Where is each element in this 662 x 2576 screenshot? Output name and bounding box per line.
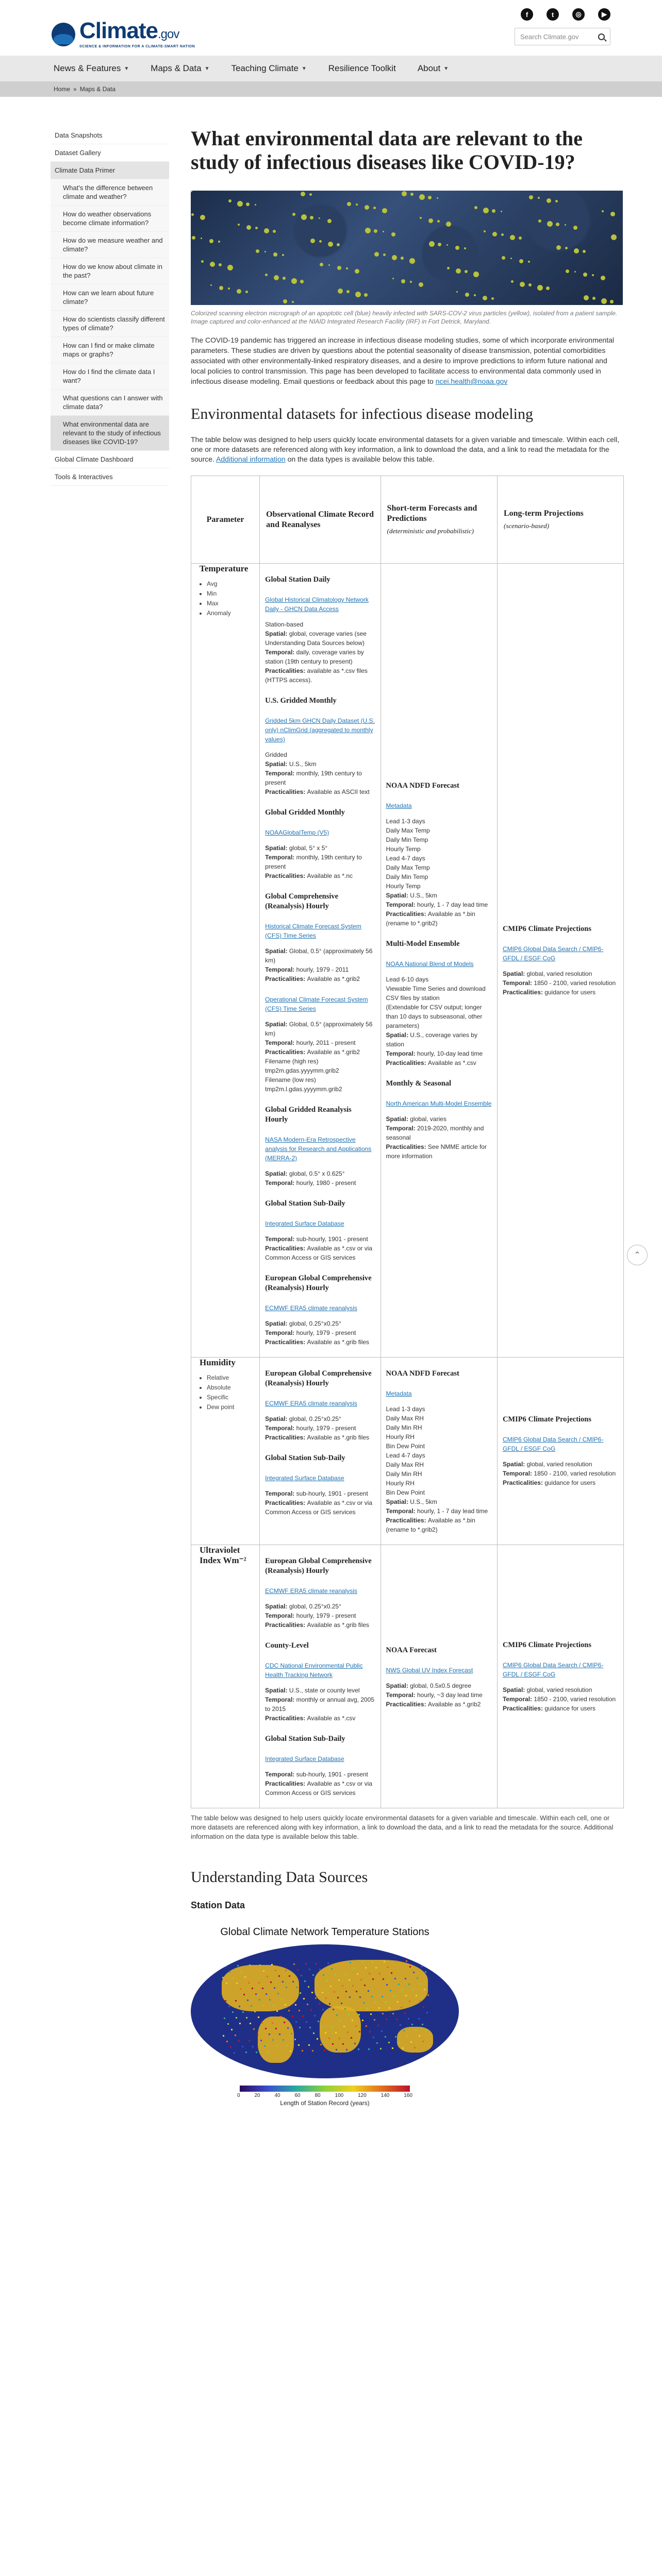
breadcrumb-current[interactable]: Maps & Data	[79, 86, 116, 93]
dataset-title: Monthly & Seasonal	[386, 1079, 452, 1088]
dataset-detail: Temporal: hourly, 10-day lead time	[386, 1050, 483, 1057]
chevron-down-icon: ▼	[301, 65, 307, 72]
main-nav	[0, 56, 662, 81]
dataset-link[interactable]: Integrated Surface Database	[265, 1475, 344, 1482]
param-list	[200, 579, 251, 618]
dataset-detail: Temporal: 1850 - 2100, varied resolution	[502, 979, 616, 987]
dataset-detail: Daily Max RH	[386, 1461, 424, 1468]
sidebar-subitem[interactable]: How do I find the climate data I want?	[51, 363, 169, 389]
legend-historical: Historical sites	[200, 2067, 230, 2072]
dataset-detail: Hourly RH	[386, 1433, 415, 1440]
dataset-detail: Temporal: 1850 - 2100, varied resolution	[502, 1695, 616, 1703]
dataset-link[interactable]: NWS Global UV Index Forecast	[386, 1666, 473, 1674]
section-paragraph: The table below was designed to help users quickly locate environmental datasets for a given variable and timescale. Within each cell, one or more datasets are referenced along with key information, a link to download the data, and a link to read the metadata for the source. Additional information on the data types is available below this table.	[191, 435, 620, 463]
nav-resilience-toolkit[interactable]: Resilience Toolkit	[328, 63, 396, 73]
station-map-figure	[191, 1926, 459, 2107]
dataset-detail: Practicalities: See NMME article for more information	[386, 1143, 487, 1160]
long-cell	[497, 1358, 623, 1545]
dataset-block	[265, 1094, 375, 1188]
logo-tagline: SCIENCE & INFORMATION FOR A CLIMATE-SMART NATION	[79, 45, 195, 48]
dataset-detail: Spatial: U.S., 5km	[265, 760, 317, 768]
dataset-link[interactable]: Operational Climate Forecast System (CFS) Time Series	[265, 996, 368, 1012]
dataset-block	[265, 1188, 375, 1262]
dataset-link[interactable]: CDC National Environmental Public Health Tracking Network	[265, 1662, 363, 1679]
dataset-detail: Hourly RH	[386, 1480, 415, 1487]
dataset-detail: Spatial: U.S., state or county level	[265, 1687, 360, 1694]
search-icon[interactable]	[598, 33, 605, 40]
dataset-detail: Temporal: hourly, 1 - 7 day lead time	[386, 901, 488, 908]
back-to-top-button[interactable]: ⌃	[627, 1245, 648, 1265]
param-list-item: • Dew point	[207, 1402, 251, 1412]
short-cell	[380, 1545, 497, 1808]
dataset-detail: Spatial: global, varied resolution	[502, 1461, 592, 1468]
param-name: Humidity	[200, 1358, 236, 1367]
dataset-block	[265, 1262, 375, 1347]
section-title: Environmental datasets for infectious disease modeling	[191, 405, 533, 422]
dataset-detail: Temporal: hourly, 1979 - present	[265, 1329, 356, 1336]
youtube-icon[interactable]: ▶	[598, 8, 610, 21]
dataset-detail: Practicalities: Available as ASCII text	[265, 788, 370, 795]
dataset-detail: Practicalities: Available as *.csv	[265, 1715, 356, 1722]
dataset-detail: Spatial: U.S., 5km	[386, 1498, 437, 1505]
dataset-detail: Temporal: monthly or annual avg, 2005 to 2015	[265, 1696, 375, 1713]
long-cell	[497, 564, 623, 1358]
image-caption: Colorized scanning electron micrograph of an apoptotic cell (blue) heavily infected with SARS-COV-2 virus particles (yellow), isolated from a patient sample. Image captured and color-enhanced at the NIAID Integrated Research Facility (IRF) in Fort Detrick, Maryland.	[191, 310, 618, 325]
dataset-title: Global Gridded Monthly	[265, 808, 345, 817]
climate-gov-logo[interactable]	[52, 18, 195, 48]
colorbar	[240, 2086, 410, 2092]
search-placeholder: Search Climate.gov	[520, 32, 579, 41]
dataset-link[interactable]: Metadata	[386, 1390, 412, 1397]
nav-teaching-climate[interactable]: Teaching Climate ▼	[231, 63, 307, 73]
dataset-detail: Lead 4-7 days	[386, 1452, 425, 1459]
legend-active: Active sites	[200, 2062, 224, 2067]
dataset-title: County-Level	[265, 1641, 309, 1650]
dataset-detail: Practicalities: Available as *.grib2	[386, 1700, 481, 1708]
dataset-title: U.S. Gridded Monthly	[265, 697, 337, 705]
sidebar-item-climate-data-primer[interactable]: Climate Data Primer	[51, 162, 169, 179]
dataset-block	[265, 1358, 375, 1442]
sidebar-subitem[interactable]: How can we learn about future climate?	[51, 284, 169, 311]
dataset-link[interactable]: CMIP6 Global Data Search / CMIP6-GFDL / ESGF CoG	[502, 945, 604, 962]
dataset-detail: Practicalities: Available as *.csv	[386, 1059, 476, 1066]
sidebar	[51, 127, 169, 2107]
dataset-detail: Practicalities: Available as *.grib2	[265, 1048, 360, 1056]
sidebar-subitem[interactable]: How can I find or make climate maps or graphs?	[51, 337, 169, 363]
param-list-item: • Absolute	[207, 1383, 251, 1393]
intro-paragraph: The COVID-19 pandemic has triggered an increase in infectious disease modeling studies, some of which incorporate environmental parameters. These studies are driven by questions about the potential seasonality of disease transmission, potential comorbidities associated with other environmentally-linked respiratory diseases, and a desire to improve predictions to inform future national and local policies to control transmission. This page has been developed to facilitate access to environmental data commonly used in infectious disease modeling. Email questions or feedback about this page to ncei.health@noaa.gov	[191, 336, 614, 385]
dataset-detail: (Extendable for CSV output; longer than 10 days to subseasonal, other parameters)	[386, 1004, 483, 1029]
header-long-term: Long-term Projections (scenario-based)	[497, 476, 623, 564]
instagram-icon[interactable]: ◎	[572, 8, 585, 21]
email-link[interactable]: ncei.health@noaa.gov	[435, 377, 508, 385]
dataset-block	[386, 928, 492, 1067]
dataset-detail: Temporal: hourly, 1979 - 2011	[265, 966, 349, 973]
additional-info-link[interactable]: Additional information	[216, 455, 286, 463]
dataset-title: European Global Comprehensive (Reanalysis) Hourly	[265, 1557, 372, 1575]
header-observational: Observational Climate Record and Reanalyses	[260, 476, 380, 564]
dataset-detail: Temporal: monthly, 19th century to present	[265, 770, 362, 786]
dataset-link[interactable]: NASA Modern-Era Retrospective analysis for Research and Applications (MERRA-2)	[265, 1136, 372, 1162]
dataset-detail: Practicalities: Available as *.grib files	[265, 1338, 370, 1346]
dataset-detail: Practicalities: Available as *.grib2	[265, 975, 360, 982]
sidebar-subitem[interactable]: What's the difference between climate and weather?	[51, 179, 169, 206]
dataset-detail: Practicalities: Available as *.bin (rename to *.grib2)	[386, 1517, 475, 1533]
datasets-table	[191, 476, 624, 1808]
station-map	[191, 1944, 459, 2078]
dataset-block	[386, 1634, 492, 1709]
table-row-humidity	[191, 1358, 624, 1545]
dataset-link[interactable]: ECMWF ERA5 climate reanalysis	[265, 1587, 357, 1595]
sidebar-item-global-climate-dashboard[interactable]: Global Climate Dashboard	[51, 451, 169, 468]
sidebar-subitem[interactable]: How do weather observations become climate information?	[51, 206, 169, 232]
dataset-link[interactable]: Integrated Surface Database	[265, 1755, 344, 1762]
param-list-item: • Min	[207, 589, 251, 599]
facebook-icon[interactable]: f	[521, 8, 533, 21]
dataset-link[interactable]: North American Multi-Model Ensemble	[386, 1100, 492, 1107]
dataset-detail: Temporal: daily, coverage varies by station (19th century to present)	[265, 649, 364, 665]
station-data-title: Station Data	[191, 1900, 245, 1910]
dataset-detail: Bin Dew Point	[386, 1443, 425, 1450]
dataset-detail: Daily Min RH	[386, 1424, 422, 1431]
table-row-uv	[191, 1545, 624, 1808]
page-title: What environmental data are relevant to the study of infectious diseases like COVID-19?	[191, 127, 583, 174]
map-title: Global Climate Network Temperature Stations	[220, 1926, 429, 1938]
dataset-detail: Spatial: Global, 0.5° (approximately 56 km)	[265, 947, 373, 964]
dataset-detail: Daily Min Temp	[386, 836, 428, 843]
dataset-detail: Spatial: global, varied resolution	[502, 970, 592, 977]
dataset-detail: Practicalities: Available as *.bin (rename to *.grib2)	[386, 910, 475, 927]
chevron-down-icon: ▼	[443, 65, 449, 72]
dataset-block	[503, 1640, 618, 1713]
dataset-detail: Practicalities: guidance for users	[502, 1479, 596, 1486]
map-legend	[200, 2062, 230, 2072]
sidebar-subitem-current[interactable]: What environmental data are relevant to the study of infectious diseases like COVID-19?	[51, 416, 169, 451]
dataset-detail: Station-based	[265, 621, 304, 628]
sidebar-subitem[interactable]: How do we know about climate in the past?	[51, 258, 169, 284]
dataset-detail: Gridded	[265, 751, 287, 758]
dataset-detail: Spatial: global, 0.5° x 0.625°	[265, 1170, 345, 1177]
logo-name: Climate.gov	[79, 18, 179, 43]
dataset-title: CMIP6 Climate Projections	[502, 1415, 592, 1423]
dataset-title: European Global Comprehensive (Reanalysis) Hourly	[265, 1274, 372, 1292]
after-table-paragraph: The table below was designed to help users quickly locate environmental datasets for a given variable and timescale. Within each cell, one or more datasets are referenced along with key information, a link to download the data, and a link to read the metadata for the source. Additional information on the data type is available below this table.	[191, 1814, 614, 1840]
dataset-block	[386, 770, 492, 928]
dataset-detail: Spatial: global, varies	[386, 1115, 446, 1123]
dataset-block	[265, 1442, 375, 1517]
dataset-detail: Practicalities: guidance for users	[502, 988, 596, 996]
dataset-title: Global Station Sub-Daily	[265, 1454, 345, 1462]
dataset-link[interactable]: NOAA National Blend of Models	[386, 960, 474, 968]
understanding-title: Understanding Data Sources	[191, 1869, 368, 1886]
dataset-detail: Practicalities: Available as *.grib files	[265, 1434, 370, 1441]
dataset-detail: Daily Min Temp	[386, 873, 428, 880]
colorbar-ticks: 0 20 40 60 80 100 120 140 160	[237, 2093, 412, 2098]
dataset-detail: Temporal: monthly, 19th century to present	[265, 854, 362, 870]
dataset-link[interactable]: Historical Climate Forecast System (CFS) Time Series	[265, 923, 361, 939]
dataset-detail: Daily Max Temp	[386, 864, 430, 871]
dataset-detail: Temporal: sub-hourly, 1901 - present	[265, 1771, 368, 1778]
dataset-detail: Temporal: hourly, 1 - 7 day lead time	[386, 1507, 488, 1515]
dataset-detail: Spatial: global, 0.25°x0.25°	[265, 1415, 341, 1422]
noaa-logo-icon	[52, 23, 75, 46]
short-cell	[380, 1358, 497, 1545]
dataset-detail: Spatial: global, 0.25°x0.25°	[265, 1603, 341, 1610]
obs-cell	[260, 1358, 380, 1545]
param-name: Temperature	[200, 564, 249, 573]
obs-cell	[260, 564, 380, 1358]
dataset-link[interactable]: CMIP6 Global Data Search / CMIP6-GFDL / ESGF CoG	[502, 1661, 604, 1678]
dataset-title: Global Station Sub-Daily	[265, 1735, 345, 1743]
dataset-detail: Temporal: sub-hourly, 1901 - present	[265, 1490, 368, 1497]
dataset-detail: Daily Max RH	[386, 1415, 424, 1422]
dataset-block	[265, 685, 375, 796]
dataset-title: Global Comprehensive (Reanalysis) Hourly	[265, 892, 339, 910]
nav-maps-data[interactable]: Maps & Data ▼	[151, 63, 210, 73]
dataset-link[interactable]: Gridded 5km GHCN Daily Dataset (U.S. only) nClimGrid (aggregated to monthly values)	[265, 717, 375, 743]
param-cell	[191, 1545, 260, 1808]
breadcrumb	[0, 81, 662, 97]
dataset-block	[265, 1630, 375, 1723]
dataset-title: Global Station Daily	[265, 575, 330, 584]
dataset-detail: Temporal: hourly, 2011 - present	[265, 1039, 356, 1046]
dataset-link[interactable]: CMIP6 Global Data Search / CMIP6-GFDL / ESGF CoG	[502, 1436, 604, 1452]
dataset-detail: Lead 1-3 days	[386, 818, 425, 825]
dataset-detail: Spatial: global, 0.25°x0.25°	[265, 1320, 341, 1327]
site-header	[0, 0, 662, 56]
dataset-detail: Temporal: hourly, 1980 - present	[265, 1179, 356, 1187]
dataset-detail: Hourly Temp	[386, 883, 421, 890]
chevron-down-icon: ▼	[204, 65, 210, 72]
dataset-title: Global Gridded Reanalysis Hourly	[265, 1106, 352, 1124]
header-short-term: Short-term Forecasts and Predictions (deterministic and probabilistic)	[380, 476, 497, 564]
dataset-block	[265, 1545, 375, 1630]
sidebar-subitem[interactable]: How do we measure weather and climate?	[51, 232, 169, 258]
dataset-detail: Spatial: U.S., coverage varies by station	[386, 1031, 477, 1048]
dataset-title: CMIP6 Climate Projections	[502, 1640, 592, 1649]
dataset-detail: Spatial: global, 0.5x0.5 degree	[386, 1682, 471, 1689]
param-list	[200, 1373, 251, 1412]
dataset-title: Multi-Model Ensemble	[386, 940, 460, 948]
sidebar-subitem[interactable]: How do scientists classify different types of climate?	[51, 311, 169, 337]
dataset-detail: Temporal: hourly, 1979 - present	[265, 1425, 356, 1432]
dataset-detail: Temporal: sub-hourly, 1901 - present	[265, 1235, 368, 1243]
sidebar-item-dataset-gallery[interactable]: Dataset Gallery	[51, 144, 169, 162]
dataset-block	[265, 984, 375, 1094]
nav-news-features[interactable]: News & Features ▼	[54, 63, 129, 73]
dataset-block	[386, 1067, 492, 1161]
breadcrumb-separator: »	[73, 86, 77, 93]
dataset-block	[265, 564, 375, 685]
dataset-block	[503, 1415, 618, 1487]
dataset-block	[265, 880, 375, 984]
dataset-block	[265, 1723, 375, 1798]
dataset-block	[265, 796, 375, 880]
dataset-detail: Temporal: 1850 - 2100, varied resolution	[502, 1470, 616, 1477]
dataset-block	[503, 924, 618, 997]
dataset-detail: Temporal: 2019-2020, monthly and seasonal	[386, 1125, 484, 1141]
dataset-detail: Practicalities: guidance for users	[502, 1704, 596, 1712]
param-name: Ultraviolet Index Wm⁻²	[200, 1545, 246, 1565]
dataset-detail: Lead 1-3 days	[386, 1405, 425, 1413]
dataset-detail: Hourly Temp	[386, 845, 421, 853]
param-list-item: • Specific	[207, 1393, 251, 1402]
obs-cell	[260, 1545, 380, 1808]
dataset-link[interactable]: NOAAGlobalTemp (V5)	[265, 829, 329, 836]
dataset-detail: Spatial: Global, 0.5° (approximately 56 km)	[265, 1021, 373, 1037]
sidebar-item-tools-interactives[interactable]: Tools & Interactives	[51, 468, 169, 486]
main-content	[191, 127, 624, 2107]
breadcrumb-home[interactable]: Home	[54, 86, 71, 93]
long-cell	[497, 1545, 623, 1808]
dataset-detail: Practicalities: Available as *.csv or via Common Access or GIS services	[265, 1499, 373, 1516]
twitter-icon[interactable]: t	[547, 8, 559, 21]
dataset-link[interactable]: Metadata	[386, 802, 412, 809]
nav-about[interactable]: About ▼	[417, 63, 449, 73]
chevron-down-icon: ▼	[124, 65, 129, 72]
dataset-detail: Viewable Time Series and download CSV files by station	[386, 985, 486, 1002]
dataset-detail: Practicalities: available as *.csv files (HTTPS access).	[265, 667, 368, 684]
param-cell	[191, 564, 260, 1358]
search-input[interactable]	[515, 28, 610, 45]
param-list-item: • Max	[207, 599, 251, 608]
dataset-title: NOAA Forecast	[386, 1646, 437, 1654]
dataset-detail: Spatial: U.S., 5km	[386, 892, 437, 899]
param-cell	[191, 1358, 260, 1545]
sidebar-item-data-snapshots[interactable]: Data Snapshots	[51, 127, 169, 144]
dataset-title: European Global Comprehensive (Reanalysis) Hourly	[265, 1369, 372, 1387]
dataset-detail: Spatial: global, varied resolution	[502, 1686, 592, 1693]
dataset-detail: Filename (high res) tmp2m.gdas.yyyymm.grib2	[265, 1058, 339, 1074]
param-list-item: • Anomaly	[207, 608, 251, 618]
dataset-detail: Daily Max Temp	[386, 827, 430, 834]
dataset-detail: Filename (low res) tmp2m.l.gdas.yyyymm.grib2	[265, 1076, 342, 1093]
dataset-detail: Spatial: global, 5° x 5°	[265, 844, 328, 852]
param-list-item: • Avg	[207, 579, 251, 589]
dataset-title: NOAA NDFD Forecast	[386, 782, 459, 790]
dataset-detail: Temporal: hourly, ~3 day lead time	[386, 1691, 483, 1699]
dataset-block	[386, 1358, 492, 1534]
dataset-detail: Daily Min RH	[386, 1470, 422, 1478]
dataset-detail: Practicalities: Available as *.csv or via Common Access or GIS services	[265, 1780, 373, 1797]
dataset-detail: Practicalities: Available as *.grib files	[265, 1621, 370, 1629]
short-cell	[380, 564, 497, 1358]
sidebar-subitem[interactable]: What questions can I answer with climate data?	[51, 389, 169, 416]
dataset-link[interactable]: ECMWF ERA5 climate reanalysis	[265, 1400, 357, 1407]
header-parameter: Parameter	[191, 476, 260, 564]
dataset-detail: Bin Dew Point	[386, 1489, 425, 1496]
dataset-link[interactable]: ECMWF ERA5 climate reanalysis	[265, 1304, 357, 1312]
table-row-temperature	[191, 564, 624, 1358]
dataset-title: Global Station Sub-Daily	[265, 1199, 345, 1208]
social-links	[521, 8, 610, 21]
dataset-detail: Lead 4-7 days	[386, 855, 425, 862]
dataset-detail: Practicalities: Available as *.nc	[265, 872, 353, 879]
dataset-detail: Spatial: global, coverage varies (see Understanding Data Sources below)	[265, 630, 367, 647]
colorbar-label: Length of Station Record (years)	[280, 2099, 370, 2107]
dataset-title: CMIP6 Climate Projections	[502, 924, 592, 933]
hero-image	[191, 191, 623, 305]
param-list-item: • Relative	[207, 1373, 251, 1383]
dataset-title: NOAA NDFD Forecast	[386, 1369, 459, 1378]
dataset-link[interactable]: Global Historical Climatology Network Daily - GHCN Data Access	[265, 596, 369, 613]
dataset-detail: Lead 6-10 days	[386, 976, 429, 983]
dataset-link[interactable]: Integrated Surface Database	[265, 1220, 344, 1227]
dataset-detail: Practicalities: Available as *.csv or via Common Access or GIS services	[265, 1245, 373, 1261]
dataset-detail: Temporal: hourly, 1979 - present	[265, 1612, 356, 1619]
